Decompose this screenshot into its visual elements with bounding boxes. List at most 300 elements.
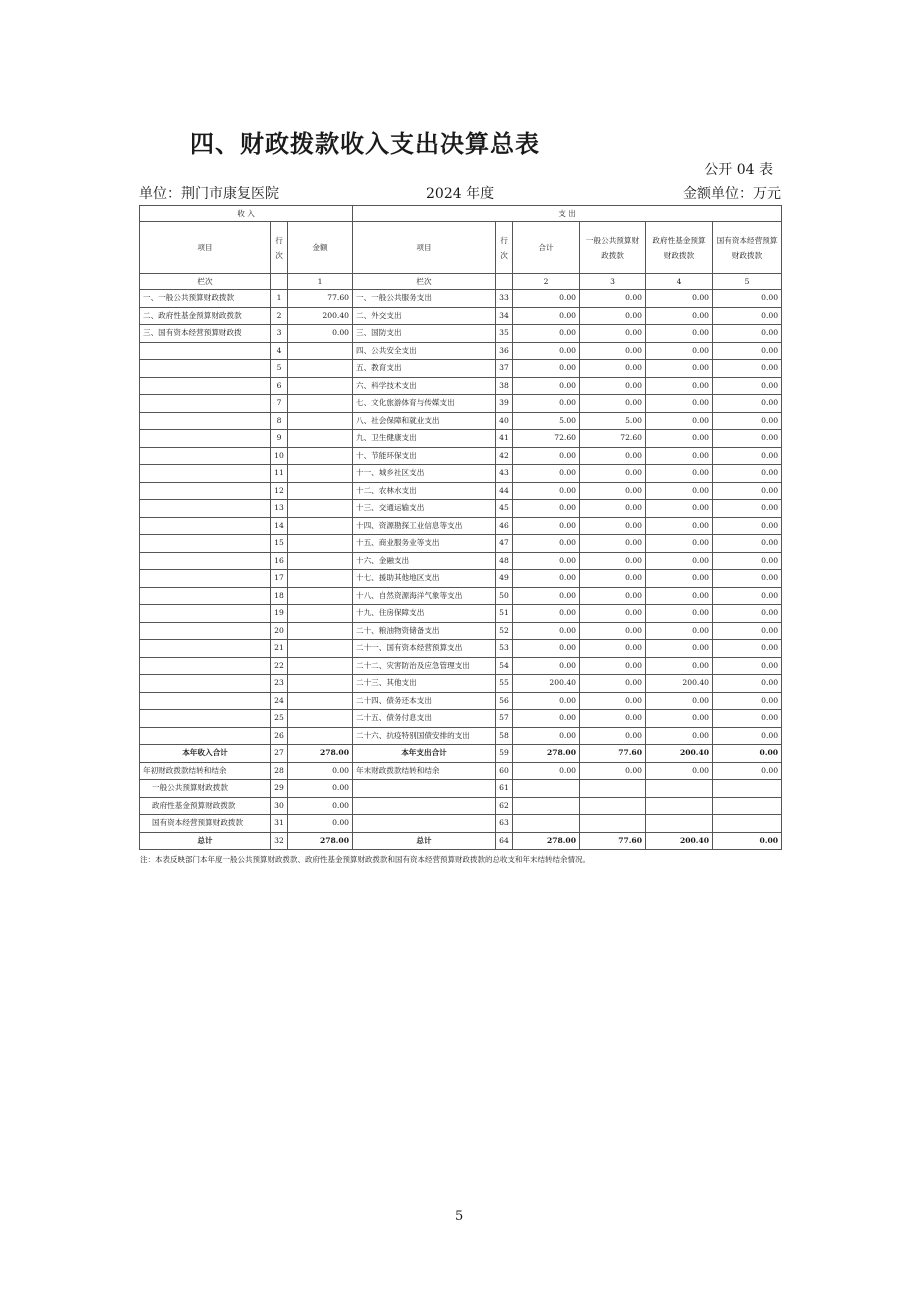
income-amount-cell: 0.00 [288,797,353,815]
income-amount-cell [288,395,353,413]
general-budget-cell: 77.60 [580,832,646,850]
capital-budget-cell: 0.00 [713,745,782,763]
colnum-2: 2 [513,274,580,290]
expense-row-no-cell: 53 [496,640,513,658]
expense-item-cell: 二十、粮油物资储备支出 [353,622,496,640]
expense-item-cell: 二十六、抗疫特别国债安排的支出 [353,727,496,745]
income-amount-cell [288,377,353,395]
income-amount-cell: 77.60 [288,290,353,308]
fund-budget-cell: 0.00 [646,307,713,325]
expense-item-cell: 十六、金融支出 [353,552,496,570]
table-note: 注：本表反映部门本年度一般公共预算财政拨款、政府性基金预算财政拨款和国有资本经营预算财政拨款的总收支和年末结转结余情况。 [140,855,590,864]
table-row [140,325,782,343]
income-item-cell [140,465,271,483]
fund-budget-cell: 200.40 [646,675,713,693]
income-item-cell [140,622,271,640]
expense-row-no-cell: 41 [496,430,513,448]
income-item-cell [140,692,271,710]
money-unit-label: 金额单位：万元 [683,186,781,202]
expense-item-cell: 总计 [353,832,496,850]
income-amount-cell [288,622,353,640]
expense-item-cell: 二、外交支出 [353,307,496,325]
fund-budget-cell: 0.00 [646,587,713,605]
year-label: 2024 年度 [426,186,495,202]
fund-budget-cell: 0.00 [646,377,713,395]
income-row-no-cell: 4 [271,342,288,360]
table-row [140,762,782,780]
income-amount-cell: 0.00 [288,325,353,343]
general-budget-cell: 0.00 [580,500,646,518]
expense-row-no-header: 行次 [496,222,513,274]
capital-budget-cell [713,815,782,833]
expense-row-no-cell: 37 [496,360,513,378]
total-cell: 0.00 [513,325,580,343]
income-row-no-cell: 7 [271,395,288,413]
table-row [140,675,782,693]
capital-budget-cell: 0.00 [713,465,782,483]
income-amount-cell [288,587,353,605]
general-budget-cell: 0.00 [580,587,646,605]
expense-row-no-cell: 48 [496,552,513,570]
column-number-row [140,274,782,290]
fund-budget-cell: 0.00 [646,412,713,430]
colnum-label: 栏次 [140,274,271,290]
fund-budget-cell: 0.00 [646,552,713,570]
income-item-cell [140,377,271,395]
capital-budget-cell: 0.00 [713,517,782,535]
expense-item-cell: 十七、援助其他地区支出 [353,570,496,588]
income-item-cell: 政府性基金预算财政拨款 [140,797,271,815]
total-cell: 0.00 [513,605,580,623]
total-cell: 0.00 [513,517,580,535]
income-amount-cell: 278.00 [288,832,353,850]
capital-budget-header: 国有资本经营预算财政拨款 [713,222,782,274]
table-row [140,587,782,605]
income-row-no-cell: 2 [271,307,288,325]
income-item-cell [140,482,271,500]
general-budget-cell: 72.60 [580,430,646,448]
table-row [140,710,782,728]
expense-row-no-cell: 51 [496,605,513,623]
income-amount-cell [288,535,353,553]
table-row [140,500,782,518]
general-budget-cell: 0.00 [580,342,646,360]
capital-budget-cell: 0.00 [713,535,782,553]
page-number: 5 [455,1209,464,1224]
expense-row-no-cell: 61 [496,780,513,798]
table-row [140,552,782,570]
expense-row-no-cell: 46 [496,517,513,535]
income-row-no-cell: 5 [271,360,288,378]
expense-row-no-cell: 57 [496,710,513,728]
income-row-no-cell: 1 [271,290,288,308]
expense-item-cell: 十九、住房保障支出 [353,605,496,623]
general-budget-cell: 0.00 [580,727,646,745]
income-row-no-cell: 19 [271,605,288,623]
fund-budget-cell: 0.00 [646,447,713,465]
fund-budget-cell [646,780,713,798]
colnum-1: 1 [288,274,353,290]
general-budget-cell [580,780,646,798]
expense-item-cell [353,780,496,798]
general-budget-cell: 0.00 [580,762,646,780]
table-row [140,447,782,465]
expense-row-no-cell: 60 [496,762,513,780]
total-cell: 0.00 [513,447,580,465]
expense-item-cell: 三、国防支出 [353,325,496,343]
income-item-cell [140,395,271,413]
income-item-cell [140,500,271,518]
fund-budget-cell: 0.00 [646,500,713,518]
fund-budget-cell: 200.40 [646,745,713,763]
expense-item-cell: 十八、自然资源海洋气象等支出 [353,587,496,605]
income-item-cell [140,605,271,623]
income-item-cell: 二、政府性基金预算财政拨款 [140,307,271,325]
general-budget-cell [580,797,646,815]
income-row-no-cell: 8 [271,412,288,430]
general-budget-cell: 0.00 [580,447,646,465]
table-row [140,745,782,763]
general-budget-cell: 0.00 [580,535,646,553]
income-amount-cell [288,692,353,710]
fund-budget-cell: 0.00 [646,605,713,623]
general-budget-cell: 0.00 [580,465,646,483]
form-number: 公开 04 表 [704,162,773,178]
colnum-3: 3 [580,274,646,290]
colnum-blank [271,274,288,290]
income-row-no-cell: 11 [271,465,288,483]
income-item-cell [140,675,271,693]
table-row [140,342,782,360]
income-amount-cell [288,447,353,465]
fund-budget-cell: 0.00 [646,710,713,728]
general-budget-cell: 0.00 [580,395,646,413]
unit-label: 单位：荆门市康复医院 [139,186,279,202]
expense-item-cell: 四、公共安全支出 [353,342,496,360]
section-header-row [140,206,782,222]
colnum-4: 4 [646,274,713,290]
general-budget-cell: 0.00 [580,325,646,343]
income-row-no-cell: 10 [271,447,288,465]
budget-table [139,205,782,850]
expense-item-cell: 七、文化旅游体育与传媒支出 [353,395,496,413]
expense-item-cell: 二十四、债务还本支出 [353,692,496,710]
fund-budget-cell: 0.00 [646,395,713,413]
total-cell: 0.00 [513,640,580,658]
colnum-5: 5 [713,274,782,290]
expense-item-cell: 二十二、灾害防治及应急管理支出 [353,657,496,675]
fund-budget-cell: 0.00 [646,342,713,360]
table-row [140,290,782,308]
income-item-cell: 一般公共预算财政拨款 [140,780,271,798]
income-amount-cell: 0.00 [288,815,353,833]
income-item-cell: 一、一般公共预算财政拨款 [140,290,271,308]
income-row-no-cell: 18 [271,587,288,605]
income-amount-cell [288,360,353,378]
income-item-cell [140,342,271,360]
expense-row-no-cell: 34 [496,307,513,325]
income-row-no-cell: 28 [271,762,288,780]
income-row-no-cell: 12 [271,482,288,500]
general-budget-cell: 0.00 [580,710,646,728]
income-item-cell: 总计 [140,832,271,850]
income-amount-cell [288,412,353,430]
income-row-no-cell: 16 [271,552,288,570]
income-row-no-cell: 6 [271,377,288,395]
income-item-cell [140,360,271,378]
expense-item-cell [353,797,496,815]
total-cell: 0.00 [513,762,580,780]
income-amount-cell: 200.40 [288,307,353,325]
income-item-cell [140,552,271,570]
income-amount-cell [288,675,353,693]
colnum-blank-2 [496,274,513,290]
capital-budget-cell: 0.00 [713,325,782,343]
fund-budget-cell [646,797,713,815]
expense-item-cell: 年末财政拨款结转和结余 [353,762,496,780]
income-row-no-cell: 32 [271,832,288,850]
income-item-cell: 本年收入合计 [140,745,271,763]
income-row-no-cell: 15 [271,535,288,553]
capital-budget-cell: 0.00 [713,587,782,605]
total-cell [513,815,580,833]
income-row-no-cell: 14 [271,517,288,535]
expense-row-no-cell: 49 [496,570,513,588]
capital-budget-cell: 0.00 [713,832,782,850]
total-cell: 0.00 [513,570,580,588]
expense-item-cell: 二十三、其他支出 [353,675,496,693]
general-budget-cell: 0.00 [580,622,646,640]
fund-budget-cell: 0.00 [646,640,713,658]
expense-item-cell: 五、教育支出 [353,360,496,378]
income-row-no-cell: 3 [271,325,288,343]
table-row [140,780,782,798]
income-item-cell [140,710,271,728]
expense-item-cell [353,815,496,833]
total-cell: 0.00 [513,465,580,483]
expense-item-cell: 十一、城乡社区支出 [353,465,496,483]
expense-item-cell: 一、一般公共服务支出 [353,290,496,308]
fund-budget-cell: 0.00 [646,482,713,500]
general-budget-cell: 0.00 [580,657,646,675]
income-row-no-cell: 20 [271,622,288,640]
expense-row-no-cell: 36 [496,342,513,360]
capital-budget-cell: 0.00 [713,657,782,675]
colnum-label-2: 栏次 [353,274,496,290]
fund-budget-cell: 0.00 [646,465,713,483]
table-row [140,692,782,710]
table-row [140,570,782,588]
general-budget-cell: 0.00 [580,552,646,570]
fund-budget-cell: 0.00 [646,657,713,675]
expense-item-cell: 六、科学技术支出 [353,377,496,395]
general-budget-cell: 0.00 [580,570,646,588]
fund-budget-cell: 0.00 [646,622,713,640]
total-cell: 200.40 [513,675,580,693]
table-row [140,605,782,623]
fund-budget-cell: 0.00 [646,325,713,343]
total-cell: 0.00 [513,692,580,710]
total-cell: 0.00 [513,657,580,675]
capital-budget-cell: 0.00 [713,342,782,360]
income-row-no-cell: 27 [271,745,288,763]
capital-budget-cell [713,797,782,815]
general-budget-cell: 0.00 [580,482,646,500]
expense-row-no-cell: 64 [496,832,513,850]
expense-row-no-cell: 35 [496,325,513,343]
general-budget-cell [580,815,646,833]
table-row [140,657,782,675]
table-row [140,465,782,483]
income-item-cell [140,517,271,535]
table-row [140,412,782,430]
expense-row-no-cell: 44 [496,482,513,500]
capital-budget-cell: 0.00 [713,395,782,413]
capital-budget-cell: 0.00 [713,570,782,588]
fund-budget-cell: 0.00 [646,535,713,553]
income-item-cell [140,447,271,465]
total-cell: 0.00 [513,535,580,553]
table-row [140,307,782,325]
general-budget-cell: 0.00 [580,290,646,308]
income-item-cell [140,640,271,658]
income-item-cell [140,412,271,430]
total-cell: 0.00 [513,622,580,640]
income-item-header: 项目 [140,222,271,274]
capital-budget-cell: 0.00 [713,727,782,745]
income-amount-cell [288,570,353,588]
total-cell: 0.00 [513,342,580,360]
income-amount-header: 金额 [288,222,353,274]
income-row-no-cell: 17 [271,570,288,588]
income-row-no-cell: 13 [271,500,288,518]
general-budget-cell: 5.00 [580,412,646,430]
capital-budget-cell: 0.00 [713,412,782,430]
income-amount-cell [288,710,353,728]
income-row-no-cell: 24 [271,692,288,710]
total-cell: 72.60 [513,430,580,448]
income-amount-cell: 0.00 [288,762,353,780]
general-budget-header: 一般公共预算财政拨款 [580,222,646,274]
income-item-cell [140,570,271,588]
page-title: 四、财政拨款收入支出决算总表 [190,130,540,158]
expense-row-no-cell: 59 [496,745,513,763]
income-amount-cell [288,605,353,623]
capital-budget-cell: 0.00 [713,447,782,465]
table-row [140,622,782,640]
fund-budget-cell [646,815,713,833]
total-cell: 278.00 [513,745,580,763]
expense-item-cell: 十五、商业服务业等支出 [353,535,496,553]
general-budget-cell: 0.00 [580,675,646,693]
income-amount-cell [288,517,353,535]
income-row-no-cell: 21 [271,640,288,658]
table-row [140,535,782,553]
income-item-cell [140,727,271,745]
income-row-no-cell: 31 [271,815,288,833]
total-cell: 5.00 [513,412,580,430]
fund-budget-cell: 0.00 [646,762,713,780]
table-row [140,377,782,395]
expense-row-no-cell: 33 [496,290,513,308]
capital-budget-cell: 0.00 [713,377,782,395]
table-row [140,517,782,535]
capital-budget-cell: 0.00 [713,430,782,448]
total-cell: 0.00 [513,360,580,378]
total-cell: 0.00 [513,727,580,745]
general-budget-cell: 0.00 [580,605,646,623]
expense-row-no-cell: 47 [496,535,513,553]
expense-item-cell: 九、卫生健康支出 [353,430,496,448]
expense-item-cell: 本年支出合计 [353,745,496,763]
expense-item-header: 项目 [353,222,496,274]
expense-section-header: 支 出 [353,206,782,222]
income-amount-cell [288,552,353,570]
income-amount-cell [288,430,353,448]
income-row-no-cell: 29 [271,780,288,798]
income-item-cell [140,535,271,553]
capital-budget-cell: 0.00 [713,482,782,500]
table-row [140,360,782,378]
total-cell: 278.00 [513,832,580,850]
capital-budget-cell: 0.00 [713,605,782,623]
income-amount-cell [288,640,353,658]
income-item-cell [140,430,271,448]
expense-row-no-cell: 40 [496,412,513,430]
income-item-cell: 三、国有资本经营预算财政拨 [140,325,271,343]
income-row-no-cell: 23 [271,675,288,693]
expense-row-no-cell: 58 [496,727,513,745]
fund-budget-cell: 0.00 [646,727,713,745]
table-row [140,430,782,448]
table-row [140,640,782,658]
fund-budget-cell: 0.00 [646,517,713,535]
capital-budget-cell: 0.00 [713,710,782,728]
expense-item-cell: 二十一、国有资本经营预算支出 [353,640,496,658]
expense-row-no-cell: 38 [496,377,513,395]
income-amount-cell [288,342,353,360]
income-amount-cell [288,657,353,675]
total-cell [513,780,580,798]
expense-row-no-cell: 55 [496,675,513,693]
income-amount-cell [288,500,353,518]
total-cell: 0.00 [513,395,580,413]
income-row-no-cell: 26 [271,727,288,745]
total-cell: 0.00 [513,500,580,518]
expense-item-cell: 十、节能环保支出 [353,447,496,465]
fund-budget-cell: 0.00 [646,430,713,448]
expense-item-cell: 十二、农林水支出 [353,482,496,500]
fund-budget-cell: 0.00 [646,692,713,710]
expense-row-no-cell: 42 [496,447,513,465]
column-header-row [140,222,782,274]
capital-budget-cell: 0.00 [713,622,782,640]
table-row [140,727,782,745]
capital-budget-cell: 0.00 [713,675,782,693]
expense-item-cell: 十三、交通运输支出 [353,500,496,518]
fund-budget-cell: 0.00 [646,290,713,308]
general-budget-cell: 0.00 [580,640,646,658]
capital-budget-cell: 0.00 [713,500,782,518]
general-budget-cell: 0.00 [580,517,646,535]
table-row [140,482,782,500]
fund-budget-cell: 0.00 [646,360,713,378]
capital-budget-cell: 0.00 [713,552,782,570]
income-item-cell: 国有资本经营预算财政拨款 [140,815,271,833]
table-row [140,832,782,850]
income-item-cell: 年初财政拨款结转和结余 [140,762,271,780]
total-cell: 0.00 [513,552,580,570]
